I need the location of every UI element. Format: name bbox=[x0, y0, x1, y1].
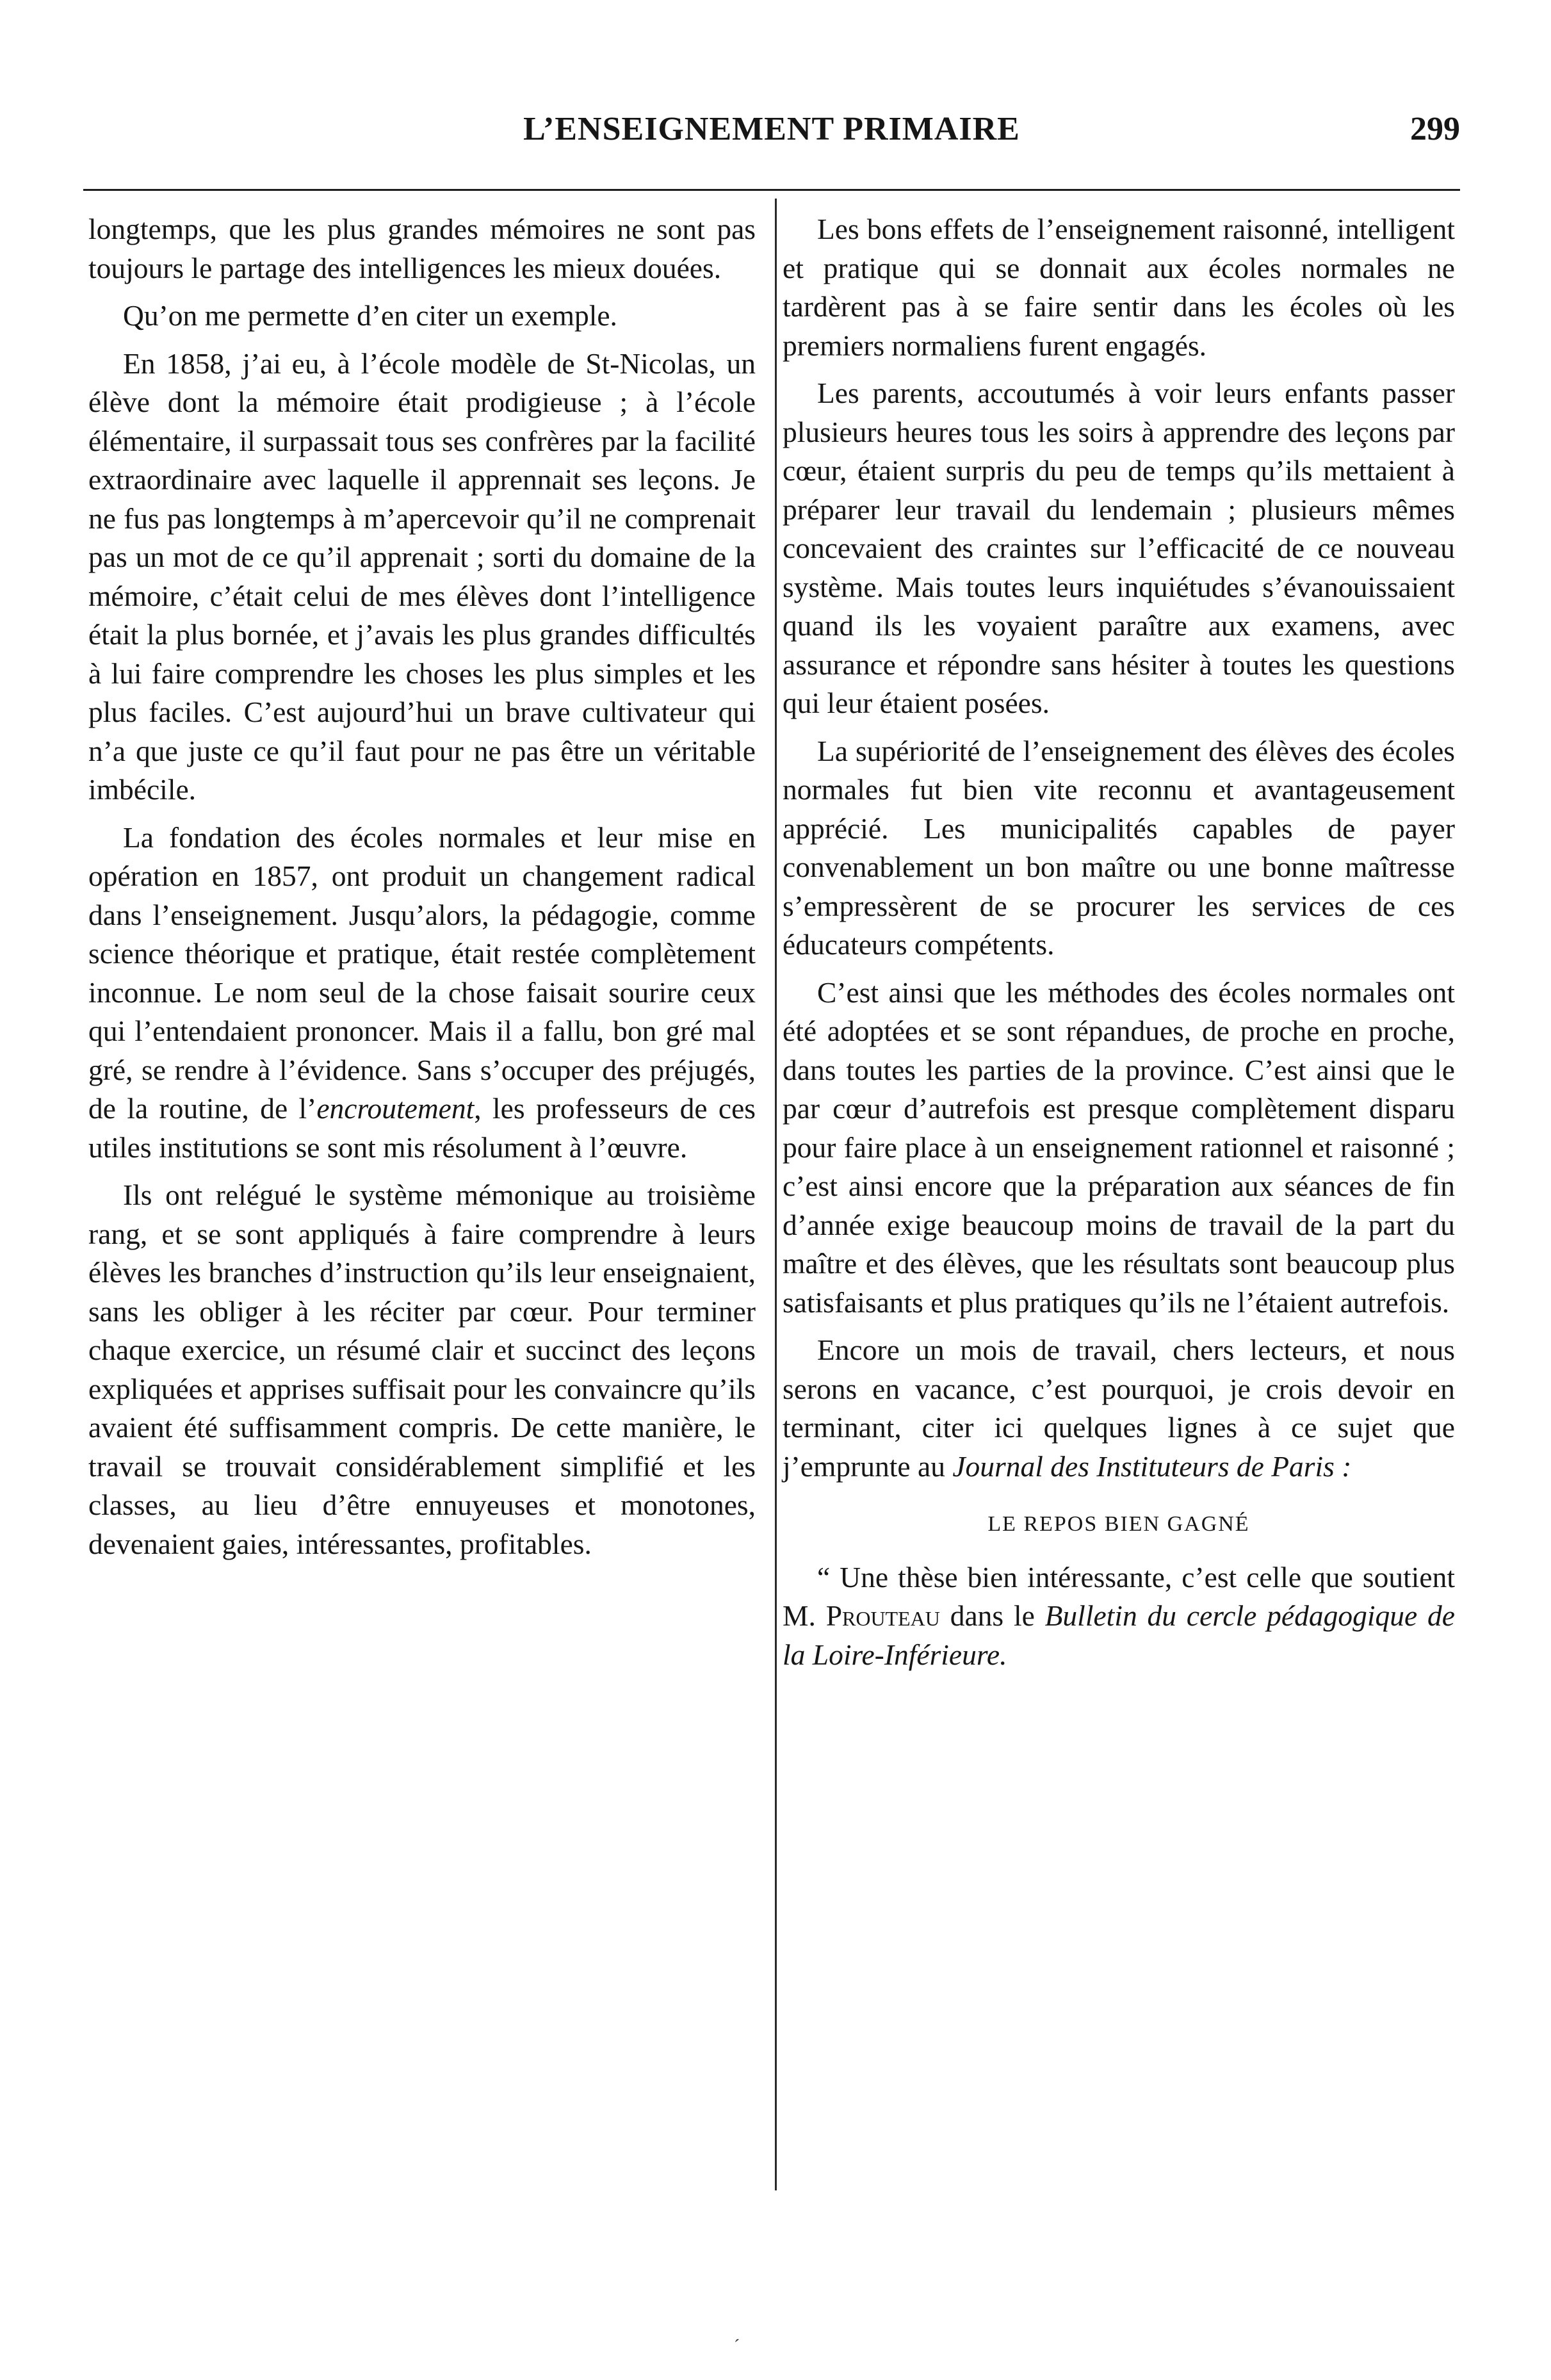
running-head bbox=[83, 110, 1460, 155]
paragraph: La supériorité de l’enseignement des élèves des écoles normales fut bien vite reconnu et avantageusement apprécié. Les municipalités capables de payer convenablement un bon maître ou une bonne maîtresse s’empressèrent de se procurer les services de ces éducateurs compétents. bbox=[783, 734, 1455, 961]
print-mark: ´ bbox=[734, 2336, 740, 2356]
paragraph bbox=[88, 819, 756, 1168]
paragraph: Les parents, accoutumés à voir leurs enfants passer plusieurs heures tous les soirs à apprendre des leçons par cœur, étaient surpris du peu de temps qu’ils mettaient à préparer leur travail du lendemain ; plusieurs mêmes concevaient des craintes sur l’efficacité de ce nouveau système. Mais toutes leurs inquiétudes s’évanouissaient quand ils les voyaient paraître aux examens, avec assurance et répondre sans hésiter à toutes les questions qui leur étaient posées. bbox=[783, 377, 1455, 719]
paragraph: En 1858, j’ai eu, à l’école modèle de St-Nicolas, un élève dont la mémoire était prodigieuse ; à l’école élémentaire, il surpassait tous ses confrères par la facilité extraordinaire avec laquelle il apprennait ses leçons. Je ne fus pas longtemps à m’apercevoir qu’il ne comprenait pas un mot de ce qu’il apprenait ; sorti du domaine de la mémoire, c’était celui de mes élèves dont l’intelligence était la plus bornée, et j’avais les plus grandes difficultés à lui faire comprendre les choses les plus simples et les plus faciles. C’est aujourd’hui un brave cultivateur qui n’a que juste ce qu’il faut pour ne pas être un véritable imbécile. bbox=[88, 346, 756, 806]
paragraph: longtemps, que les plus grandes mémoires ne sont pas toujours le partage des intelligences les mieux douées. bbox=[88, 213, 756, 284]
text-run: , les professeurs de ces utiles institutions se sont mis résolument à l’œuvre. bbox=[88, 1092, 756, 1164]
text-run: dans le bbox=[939, 1599, 1045, 1632]
paragraph bbox=[783, 1558, 1455, 1675]
page-number: 299 bbox=[1410, 111, 1460, 147]
author-name: Prouteau bbox=[825, 1599, 940, 1632]
journal-title: Journal des Instituteurs de Paris : bbox=[952, 1449, 1352, 1483]
paragraph: Qu’on me permette d’en citer un exemple. bbox=[123, 299, 617, 332]
text-run: Encore un mois de travail, chers lecteurs, et nous serons en vacance, c’est pourquoi, je crois devoir en terminant, citer ici quelques lignes à ce sujet que j’emprunte au bbox=[783, 1333, 1455, 1483]
page-title: L’ENSEIGNEMENT PRIMAIRE bbox=[523, 111, 1020, 147]
paragraph: Les bons effets de l’enseignement raisonné, intelligent et pratique qui se donnait aux écoles normales ne tardèrent pas à se faire sentir dans les écoles où les premiers normaliens furent engagés. bbox=[783, 213, 1455, 362]
text-run: La fondation des écoles normales et leur mise en opération en 1857, ont produit un changement radical dans l’enseignement. Jusqu’alors, la pédagogie, comme science théorique et pratique, était restée complètement inconnue. Le nom seul de la chose faisait sourire ceux qui l’entendaient prononcer. Mais il a fallu, bon gré mal gré, se rendre à l’évidence. Sans s’occuper des préjugés, de la routine, de l’ bbox=[88, 820, 756, 1125]
paragraph bbox=[783, 1331, 1455, 1486]
header-rule bbox=[83, 189, 1460, 191]
column-divider bbox=[775, 199, 777, 2190]
left-column bbox=[88, 210, 756, 1572]
section-heading: LE REPOS BIEN GAGNÉ bbox=[987, 1512, 1250, 1536]
paragraph: C’est ainsi que les méthodes des écoles normales ont été adoptées et se sont répandues, de proche en proche, dans toutes les parties de la province. C’est ainsi que le par cœur d’autrefois est presque complètement disparu pour faire place à un enseignement rationnel et raisonné ; c’est ainsi encore que la préparation aux séances de fin d’année exige beaucoup moins de travail de la part du maître et des élèves, que les résultats sont beaucoup plus satisfaisants et plus pratiques qu’ils ne l’étaient autrefois. bbox=[783, 975, 1455, 1319]
bulletin-title: Bulletin du cercle pédagogique de la Loire-Inférieure. bbox=[783, 1599, 1455, 1671]
text-run: “ Une thèse bien intéressante, c’est celle que soutient M. bbox=[783, 1560, 1455, 1632]
right-column bbox=[783, 210, 1455, 1683]
paragraph: Ils ont relégué le système mémonique au troisième rang, et se sont appliqués à faire comprendre à leurs élèves les branches d’instruction qu’ils leur enseignaient, sans les obliger à les réciter par cœur. Pour terminer chaque exercice, un résumé clair et succinct des leçons expliquées et apprises suffisait pour les convaincre qu’ils avaient été suffisamment compris. De cette manière, le travail se trouvait considérablement simplifié et les classes, au lieu d’être ennuyeuses et monotones, devenaient gaies, intéressantes, profitables. bbox=[88, 1178, 756, 1560]
italic-term: encroutement bbox=[316, 1092, 475, 1125]
